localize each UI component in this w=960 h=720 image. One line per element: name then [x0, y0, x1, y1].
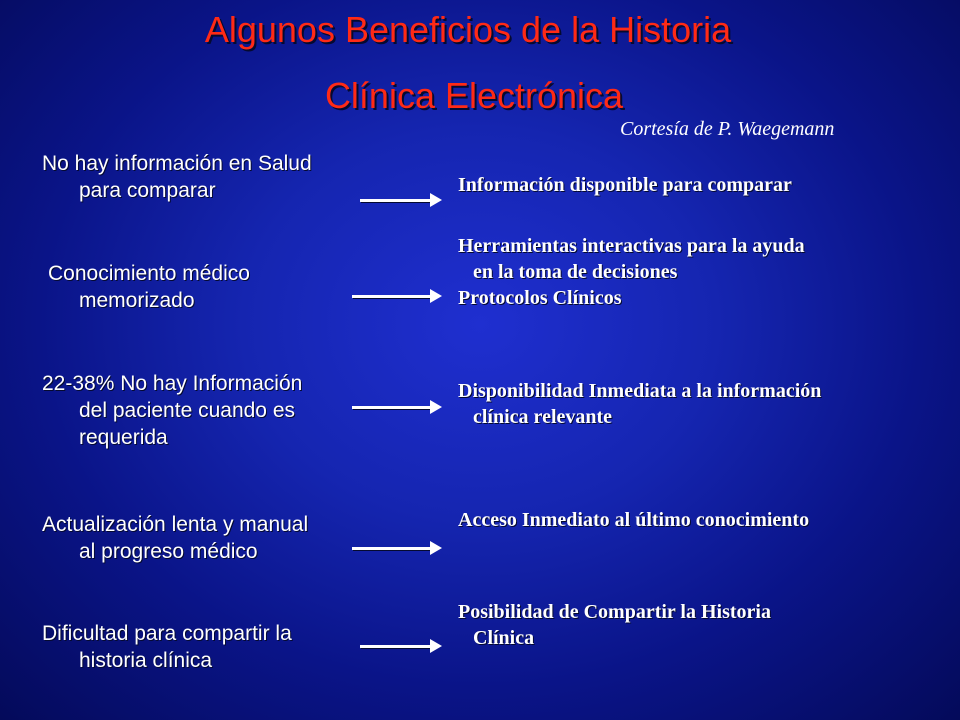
problem-item-4 — [42, 511, 402, 565]
benefit-item-3-line-1: Disponibilidad Inmediata a la información — [458, 380, 822, 402]
benefit-item-3-line-2: clínica relevante — [473, 406, 613, 428]
slide-title-line-1: Algunos Beneficios de la Historia — [204, 9, 732, 50]
problem-item-1 — [42, 150, 402, 204]
problem-item-2-line-1: Conocimiento médico — [48, 262, 250, 285]
benefit-item-5-line-1: Posibilidad de Compartir la Historia — [458, 601, 771, 623]
benefit-item-1 — [458, 172, 953, 198]
arrow-right-icon — [360, 199, 432, 202]
benefit-item-2 — [458, 233, 953, 311]
problem-item-2-line-2: memorizado — [79, 289, 195, 312]
problem-item-2 — [42, 260, 402, 314]
problem-item-4-line-1: Actualización lenta y manual — [42, 513, 309, 536]
benefit-item-1-line-1: Información disponible para comparar — [458, 174, 792, 196]
benefit-item-4-line-1: Acceso Inmediato al último conocimiento — [458, 509, 810, 531]
benefit-item-5 — [458, 599, 953, 651]
arrow-right-icon — [352, 295, 432, 298]
problem-item-3 — [42, 370, 402, 451]
benefit-item-2-line-2: en la toma de decisiones — [473, 261, 678, 283]
benefit-item-3 — [458, 378, 953, 430]
benefit-item-4 — [458, 507, 953, 533]
problem-item-1-line-1: No hay información en Salud — [42, 152, 312, 175]
slide-title-line-2: Clínica Electrónica — [324, 75, 624, 116]
problem-item-4-line-2: al progreso médico — [79, 540, 258, 563]
arrow-right-icon — [352, 547, 432, 550]
problem-item-3-line-2: del paciente cuando es — [79, 399, 295, 422]
problem-item-3-line-3: requerida — [79, 426, 168, 449]
problem-item-3-line-1: 22-38% No hay Información — [42, 372, 303, 395]
arrow-right-icon — [352, 406, 432, 409]
problem-item-5-line-1: Dificultad para compartir la — [42, 622, 292, 645]
problem-item-5 — [42, 620, 402, 674]
problem-item-5-line-2: historia clínica — [79, 649, 213, 672]
benefit-item-2-line-1: Herramientas interactivas para la ayuda — [458, 235, 805, 257]
arrow-right-icon — [360, 645, 432, 648]
benefit-item-2-line-3: Protocolos Clínicos — [458, 287, 622, 309]
benefit-item-5-line-2: Clínica — [473, 627, 535, 649]
problem-item-1-line-2: para comparar — [79, 179, 216, 202]
credit-text: Cortesía de P. Waegemann — [620, 118, 835, 140]
